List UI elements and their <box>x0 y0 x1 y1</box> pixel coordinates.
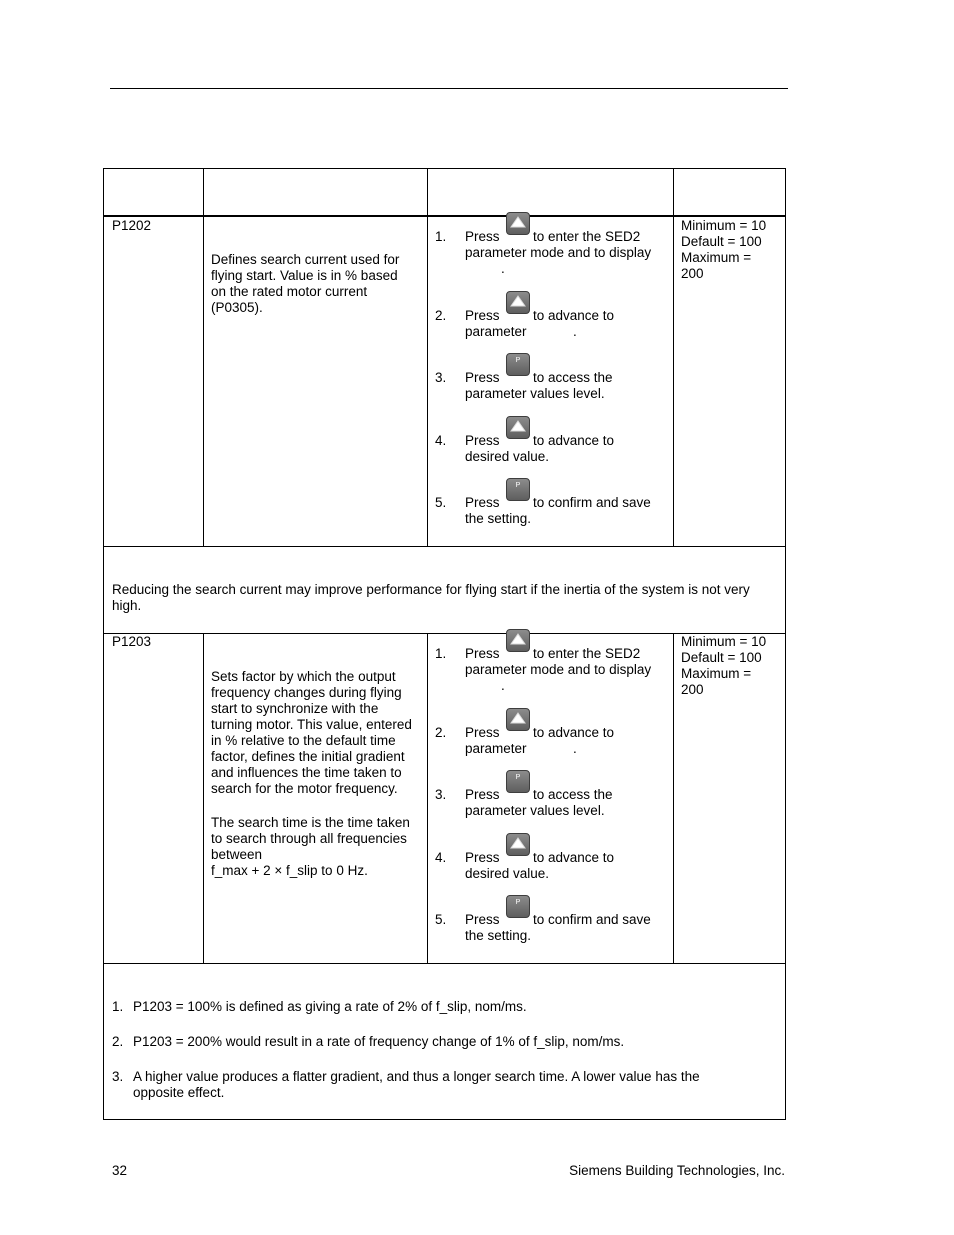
range-maximum-value: 200 <box>681 682 704 697</box>
step-text: to confirm and save <box>533 912 651 927</box>
parameter-description: Defines search current used for flying start. Value is in % based on the rated motor current (P0305). <box>211 252 400 315</box>
p-key-icon <box>506 353 530 376</box>
step-text: to enter the SED2 <box>533 646 641 661</box>
value-range <box>681 218 781 282</box>
row-border <box>103 546 786 547</box>
column-divider <box>673 168 674 546</box>
step-verb: Press <box>465 725 500 740</box>
step-text-line2: parameter values level. <box>465 386 605 401</box>
step-text: to advance to <box>533 308 615 323</box>
step-number: 5. <box>435 912 447 927</box>
step-text-line2: the setting. <box>465 928 532 943</box>
column-divider <box>203 168 204 546</box>
step-verb: Press <box>465 370 500 385</box>
step-text-line2-tail: . <box>573 741 577 756</box>
column-divider <box>673 633 674 963</box>
procedure-step <box>435 725 670 759</box>
step-verb: Press <box>465 850 500 865</box>
parameter-code: P1203 <box>112 634 152 649</box>
p-key-icon <box>506 478 530 501</box>
range-minimum: Minimum = 10 <box>681 634 767 649</box>
step-number: 3. <box>435 370 447 385</box>
p-key-label: P <box>515 357 521 364</box>
range-default: Default = 100 <box>681 234 762 249</box>
note-item-number: 1. <box>112 999 124 1014</box>
procedure-step <box>435 646 670 693</box>
step-verb: Press <box>465 646 500 661</box>
up-arrow-key-icon <box>506 416 530 439</box>
step-number: 4. <box>435 850 447 865</box>
step-text-line2: the setting. <box>465 511 532 526</box>
step-verb: Press <box>465 912 500 927</box>
step-verb: Press <box>465 495 500 510</box>
description-formula: f_max + 2 × f_slip to 0 Hz. <box>211 863 368 878</box>
step-text: to confirm and save <box>533 495 651 510</box>
procedure-step <box>435 308 670 342</box>
step-text-line3: . <box>501 261 505 276</box>
step-text-line2-tail: . <box>573 324 577 339</box>
step-text: to enter the SED2 <box>533 229 641 244</box>
step-text: to advance to <box>533 725 615 740</box>
procedure-step <box>435 482 670 529</box>
procedure-step <box>435 899 670 946</box>
parameter-code: P1202 <box>112 218 152 233</box>
step-number: 3. <box>435 787 447 802</box>
step-number: 4. <box>435 433 447 448</box>
procedure-step <box>435 433 670 467</box>
note-item-number: 3. <box>112 1069 124 1084</box>
description-paragraph: The search time is the time taken to search through all frequencies between <box>211 815 410 862</box>
step-number: 1. <box>435 646 447 661</box>
note-item-text: P1203 = 100% is defined as giving a rate of 2% of f_slip, nom/ms. <box>133 999 527 1014</box>
step-text-line2: desired value. <box>465 866 550 881</box>
up-arrow-key-icon <box>506 833 530 856</box>
note-text: Reducing the search current may improve performance for flying start if the inertia of the system is not very high. <box>112 582 750 613</box>
row-border <box>103 963 786 964</box>
p-key-icon <box>506 895 530 918</box>
step-text: to advance to <box>533 850 615 865</box>
range-maximum-label: Maximum = <box>681 250 752 265</box>
page-number: 32 <box>112 1163 128 1178</box>
table-top-border <box>103 168 786 169</box>
step-number: 2. <box>435 725 447 740</box>
step-text-line2: desired value. <box>465 449 550 464</box>
procedure-step <box>435 229 670 276</box>
header-row-border <box>103 215 786 217</box>
procedure-step <box>435 357 670 404</box>
step-text-line2: parameter <box>465 741 527 756</box>
parameter-description <box>211 669 416 879</box>
range-maximum-value: 200 <box>681 266 704 281</box>
column-divider <box>427 168 428 546</box>
range-maximum-label: Maximum = <box>681 666 752 681</box>
column-divider <box>203 633 204 963</box>
step-number: 2. <box>435 308 447 323</box>
step-verb: Press <box>465 787 500 802</box>
header-rule <box>110 88 788 89</box>
step-text: to advance to <box>533 433 615 448</box>
step-text-line2: parameter mode and to display <box>465 245 652 260</box>
procedure-step <box>435 774 670 821</box>
step-verb: Press <box>465 308 500 323</box>
range-default: Default = 100 <box>681 650 762 665</box>
p-key-icon <box>506 770 530 793</box>
note-item-text: A higher value produces a flatter gradient, and thus a longer search time. A lower value has the opposite effect. <box>133 1069 700 1100</box>
column-divider <box>427 633 428 963</box>
note-item-text: P1203 = 200% would result in a rate of frequency change of 1% of f_slip, nom/ms. <box>133 1034 625 1049</box>
step-text: to access the <box>533 370 613 385</box>
table-bottom-border <box>103 1119 786 1120</box>
p-key-label: P <box>515 899 521 906</box>
up-arrow-key-icon <box>506 291 530 314</box>
range-minimum: Minimum = 10 <box>681 218 767 233</box>
step-verb: Press <box>465 229 500 244</box>
value-range <box>681 634 781 698</box>
step-number: 1. <box>435 229 447 244</box>
procedure-step <box>435 850 670 884</box>
step-text-line2: parameter <box>465 324 527 339</box>
up-arrow-key-icon <box>506 629 530 652</box>
step-text-line2: parameter values level. <box>465 803 605 818</box>
step-text-line3: . <box>501 678 505 693</box>
step-number: 5. <box>435 495 447 510</box>
step-text: to access the <box>533 787 613 802</box>
footer-company: Siemens Building Technologies, Inc. <box>569 1163 785 1178</box>
step-verb: Press <box>465 433 500 448</box>
note-item-number: 2. <box>112 1034 124 1049</box>
p-key-label: P <box>515 482 521 489</box>
up-arrow-key-icon <box>506 212 530 235</box>
description-paragraph: Sets factor by which the output frequency changes during flying start to synchronize with the turning motor. This value, entered in % relative to the default time factor, defines the initial gradient and influences the time taken to search for the motor frequency. <box>211 669 412 796</box>
up-arrow-key-icon <box>506 708 530 731</box>
step-text-line2: parameter mode and to display <box>465 662 652 677</box>
p-key-label: P <box>515 774 521 781</box>
